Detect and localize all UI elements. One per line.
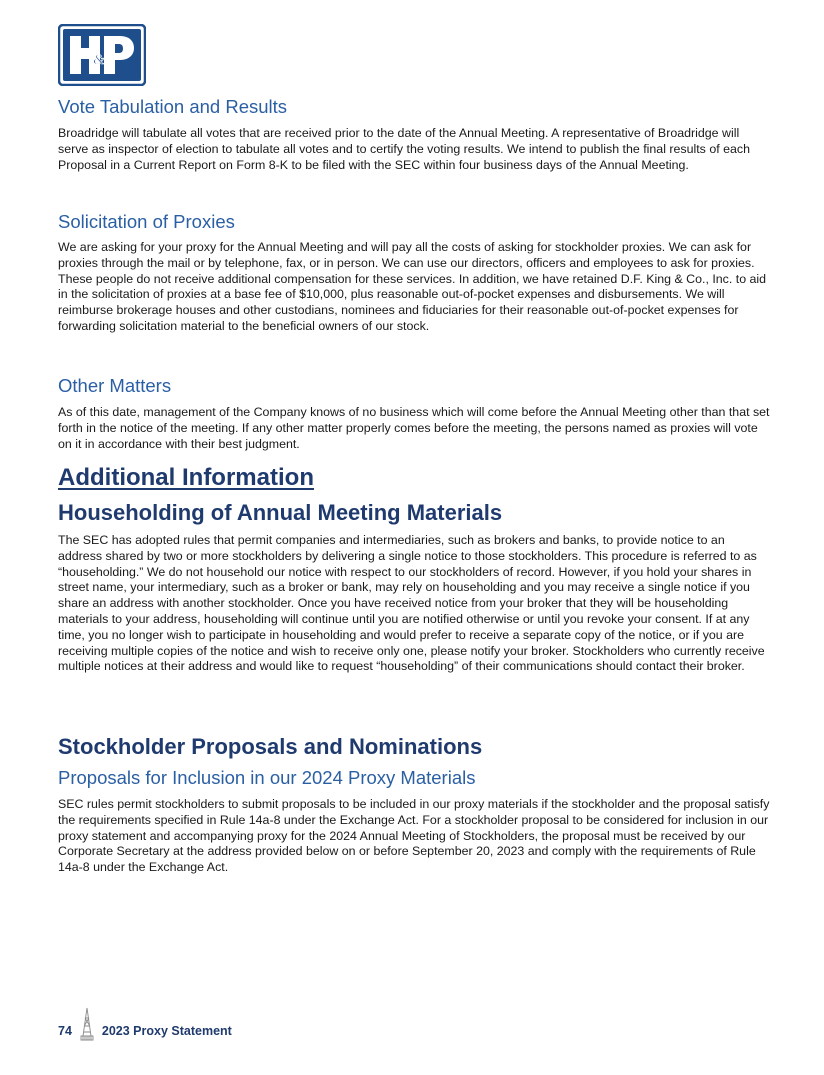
other-matters-heading: Other Matters <box>58 375 172 396</box>
oil-derrick-icon <box>80 1006 94 1042</box>
vote-tabulation-heading: Vote Tabulation and Results <box>58 96 288 117</box>
householding-heading: Householding of Annual Meeting Materials <box>58 500 503 525</box>
householding-body: The SEC has adopted rules that permit companies and intermediaries, such as brokers and banks, to provide notice to an address shared by two or more stockholders by delivering a single notice to those stockholders. This procedure is referred to as “householding.” We do not household our notice with respect to our stockholders of record. However, if you hold your shares in street name, your intermediary, such as a broker or bank, may rely on householding and you may receive a single notice if you share an address with another stockholder. Once you have received notice from your broker that they will be householding materials to your address, householding will continue until you are notified otherwise or until you revoke your consent. If at any time, you no longer wish to participate in householding and would prefer to receive a separate copy of the notice, or if you are receiving multiple copies of the notice and wish to receive only one, please notify your broker. Stockholders who currently receive multiple notices at their address and would like to request “householding” of their communications should contact their broker. <box>58 533 765 674</box>
proposals-inclusion-body: SEC rules permit stockholders to submit proposals to be included in our proxy materials if the stockholder and the proposal satisfy the requirements specified in Rule 14a-8 under the Exchange Act. For a stockholder proposal to be considered for inclusion in our proxy statement and accompanying proxy for the 2024 Annual Meeting of Stockholders, the proposal must be received by our Corporate Secretary at the address provided below on or before September 20, 2023 and comply with the requirements of Rule 14a-8 under the Exchange Act. <box>58 797 770 875</box>
solicitation-body: We are asking for your proxy for the Annual Meeting and will pay all the costs of asking for stockholder proxies. We can ask for proxies through the mail or by telephone, fax, or in person. We can use our directors, officers and employees to ask for proxies. These people do not receive additional compensation for these services. In addition, we have retained D.F. King & Co., Inc. to aid in the solicitation of proxies at a base fee of $10,000, plus reasonable out-of-pocket expenses and disbursements. We will reimburse brokerage houses and other custodians, nominees and fiduciaries for their reasonable out-of-pocket expenses for forwarding solicitation material to the beneficial owners of our stock. <box>58 240 767 333</box>
additional-information-heading: Additional Information <box>58 464 314 491</box>
vote-tabulation-body: Broadridge will tabulate all votes that are received prior to the date of the Annual Meeting. A representative of Broadridge will serve as inspector of election to tabulate all votes and to certify the voting results. We intend to publish the final results of each Proposal in a Current Report on Form 8-K to be filed with the SEC within four business days of the Annual Meeting. <box>58 126 750 172</box>
solicitation-heading: Solicitation of Proxies <box>58 211 235 232</box>
other-matters-body: As of this date, management of the Company knows of no business which will come before the Annual Meeting other than that set forth in the notice of the meeting. If any other matter properly comes before the meeting, the persons named as proxies will vote on it in accordance with their best judgment. <box>58 405 770 451</box>
stockholder-proposals-heading: Stockholder Proposals and Nominations <box>58 734 483 759</box>
document-title: 2023 Proxy Statement <box>101 1024 232 1038</box>
page-number: 74 <box>58 1024 72 1038</box>
proposals-inclusion-heading: Proposals for Inclusion in our 2024 Proxy Materials <box>58 767 476 788</box>
svg-text:&: & <box>93 52 105 68</box>
page-footer <box>58 1002 232 1042</box>
company-logo <box>58 24 146 86</box>
